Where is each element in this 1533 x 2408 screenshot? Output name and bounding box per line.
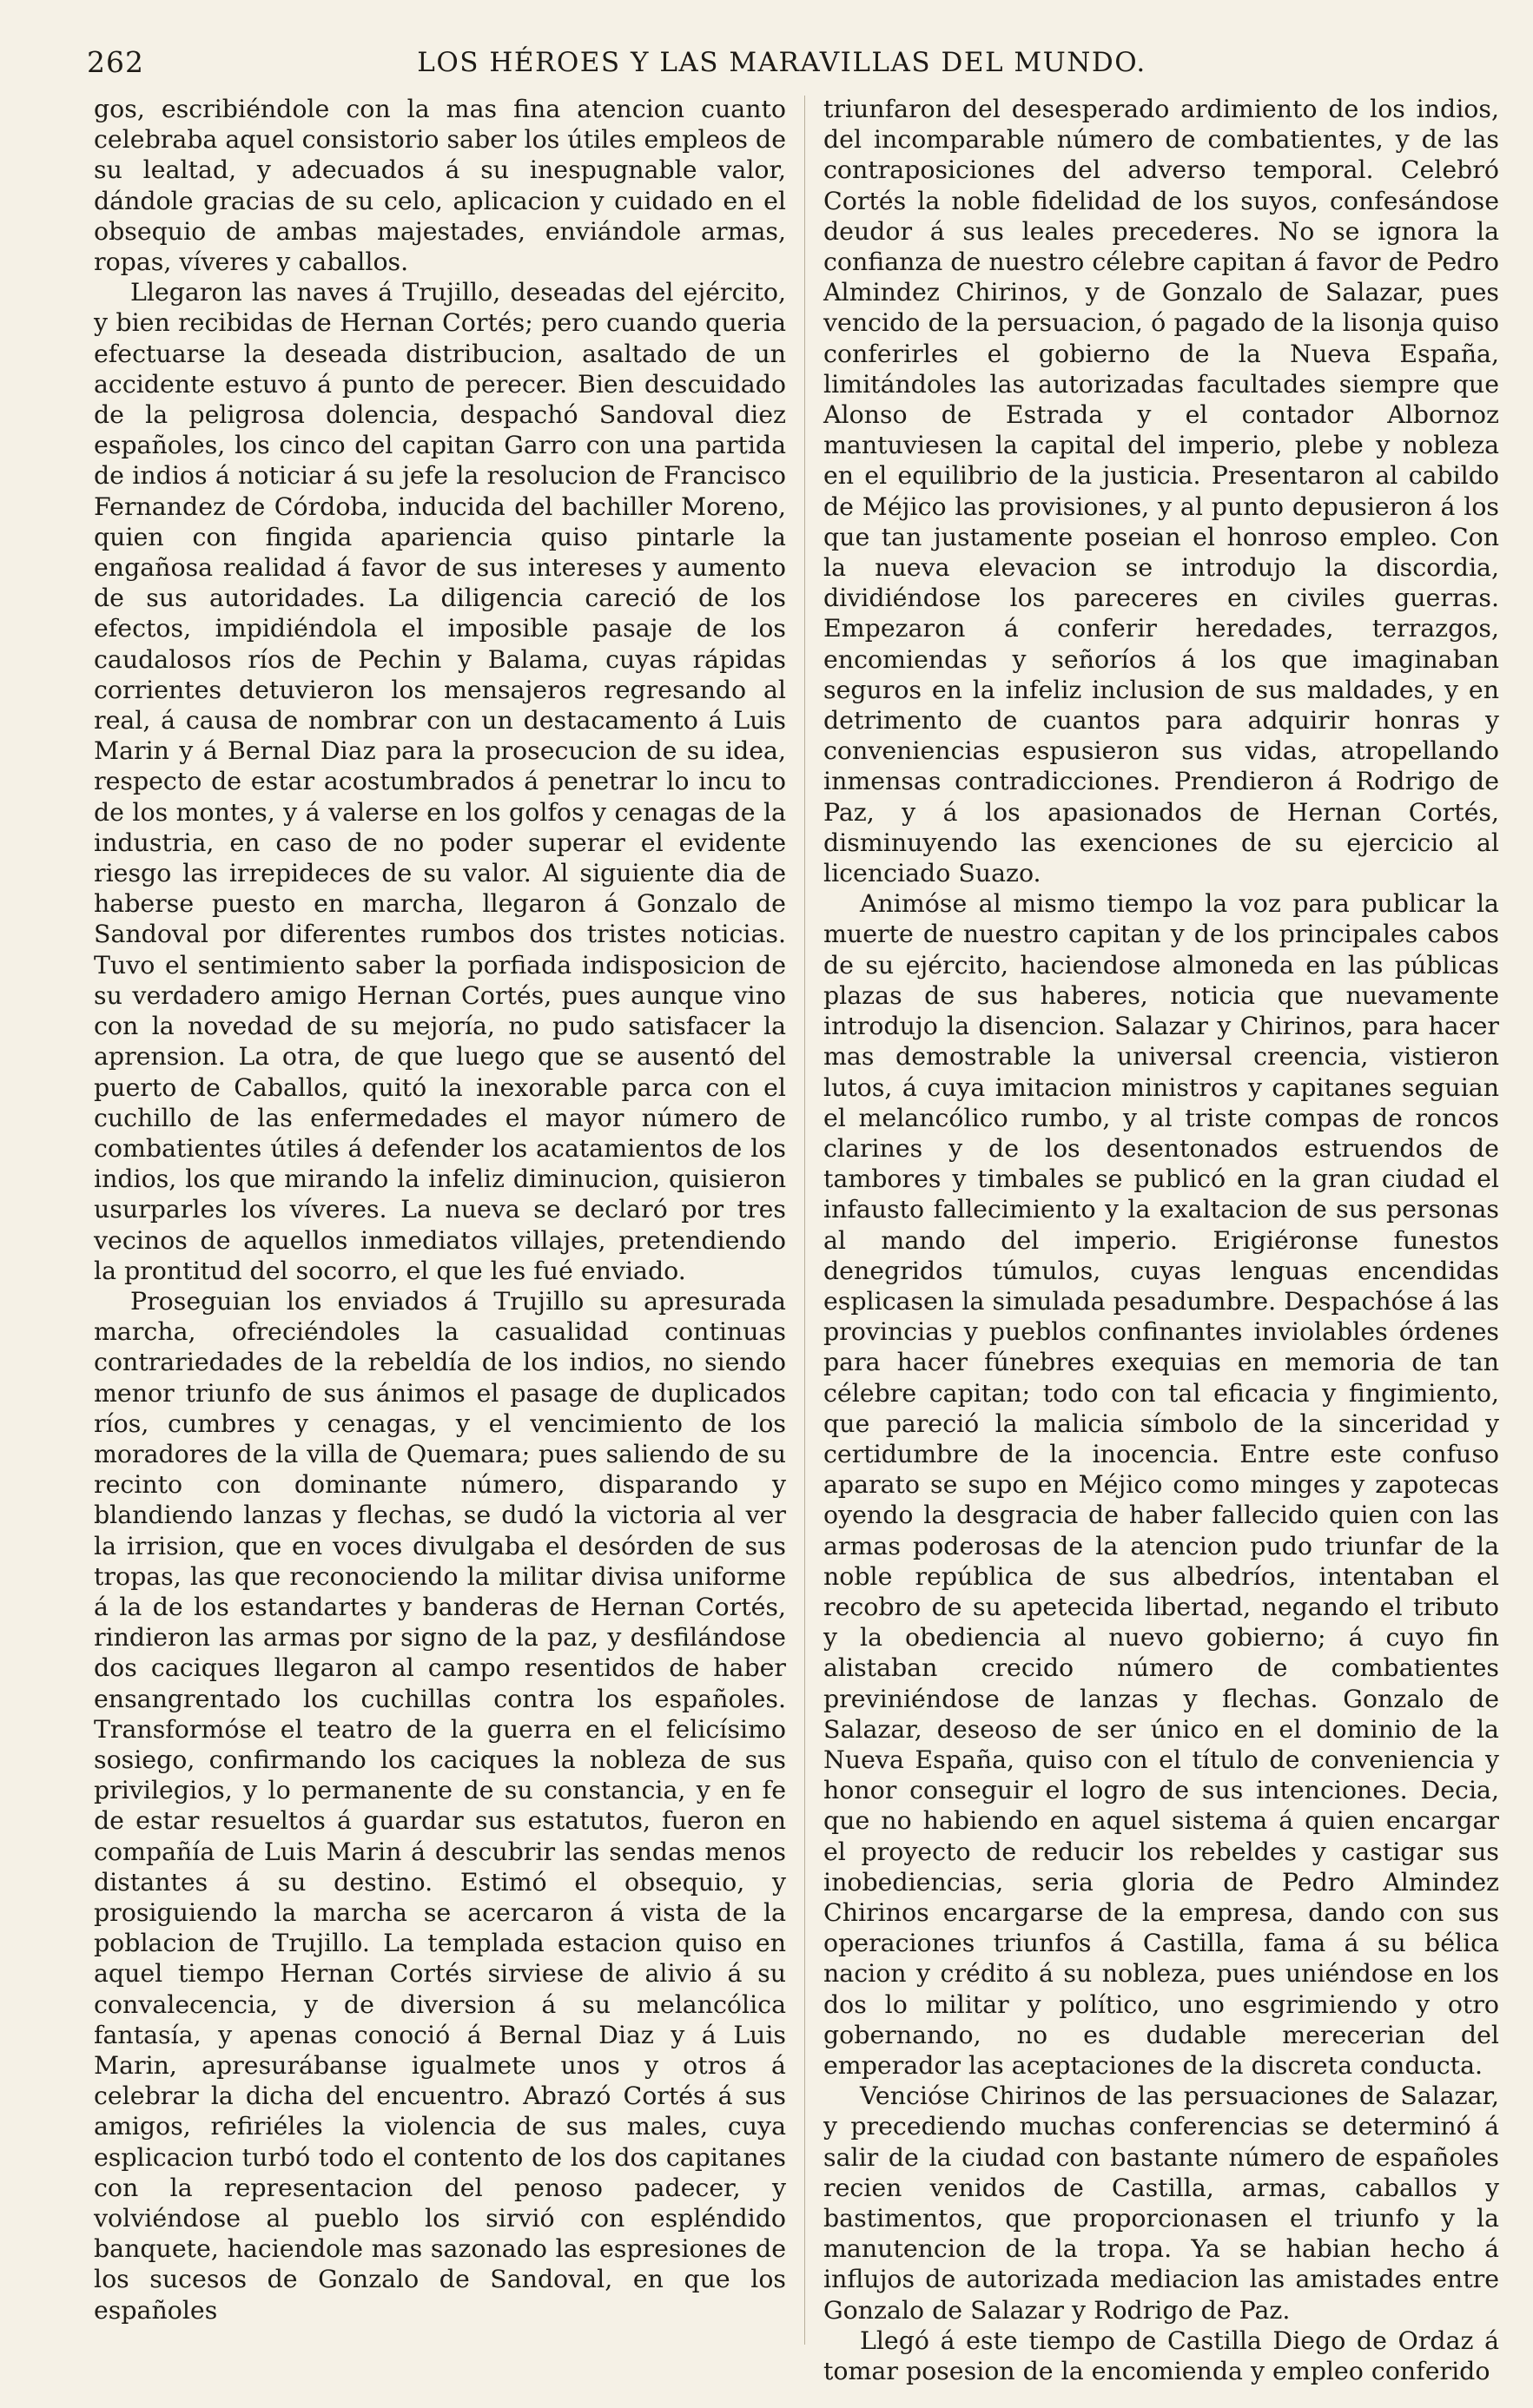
- paragraph: Vencióse Chirinos de las persuaciones de Salazar, y precediendo muchas conferencias se determinó á salir de la ciudad con bastante número de españoles recien venidos de Castilla, armas, caballos y bastimentos, que proporcionasen el triunfo y la manutencion de la tropa. Ya se habian hecho á influjos de autorizada mediacion las amistades entre Gonzalo de Salazar y Rodrigo de Paz.: [823, 2081, 1499, 2325]
- page-number: 262: [87, 45, 144, 79]
- paragraph: Llegó á este tiempo de Castilla Diego de Ordaz á tomar posesion de la encomienda y empleo conferido: [823, 2326, 1499, 2386]
- column-divider: [804, 96, 805, 2345]
- running-title: LOS HÉROES Y LAS MARAVILLAS DEL MUNDO.: [417, 47, 1146, 78]
- paragraph: triunfaron del desesperado ardimiento de los indios, del incomparable número de combatientes, y de las contraposiciones del adverso temporal. Celebró Cortés la noble fidelidad de los suyos, confesándose deudor á sus leales precederes. No se ignora la confianza de nuestro célebre capitan á favor de Pedro Almindez Chirinos, y de Gonzalo de Salazar, pues vencido de la persuacion, ó pagado de la lisonja quiso conferirles el gobierno de la Nueva España, limitándoles las autorizadas facultades siempre que Alonso de Estrada y el contador Albornoz mantuviesen la capital del imperio, plebe y nobleza en el equilibrio de la justicia. Presentaron al cabildo de Méjico las provisiones, y al punto depusieron á los que tan justamente poseian el honroso empleo. Con la nueva elevacion se introdujo la discordia, dividiéndose los pareceres en civiles guerras. Empezaron á conferir heredades, terrazgos, encomiendas y señoríos á los que imaginaban seguros en la infeliz inclusion de sus maldades, y en detrimento de cuantos para adquirir honras y conveniencias espusieron sus vidas, atropellando inmensas contradicciones. Prendieron á Rodrigo de Paz, y á los apasionados de Hernan Cortés, disminuyendo las exenciones de su ejercicio al licenciado Suazo.: [823, 95, 1499, 888]
- page-header: [87, 43, 1477, 87]
- paragraph: Animóse al mismo tiempo la voz para publicar la muerte de nuestro capitan y de los principales cabos de su ejército, haciendose almoneda en las públicas plazas de sus haberes, noticia que nuevamente introdujo la disencion. Salazar y Chirinos, para hacer mas demostrable la universal creencia, vistieron lutos, á cuya imitacion ministros y capitanes seguian el melancólico rumbo, y al triste compas de roncos clarines y de los desentonados estruendos de tambores y timbales se publicó en la gran ciudad el infausto fallecimiento y la exaltacion de sus personas al mando del imperio. Erigiéronse funestos denegridos túmulos, cuyas lenguas encendidas esplicasen la simulada pesadumbre. Despachóse á las provincias y pueblos confinantes inviolables órdenes para hacer fúnebres exequias en memoria de tan célebre capitan; todo con tal eficacia y fingimiento, que pareció la malicia símbolo de la sinceridad y certidumbre de la inocencia. Entre este confuso aparato se supo en Méjico como minges y zapotecas oyendo la desgracia de haber fallecido quien con las armas poderosas de la atencion pudo triunfar de la noble república de sus albedríos, intentaban el recobro de su apetecida libertad, negando el tributo y la obediencia al nuevo gobierno; á cuyo fin alistaban crecido número de combatientes previniéndose de lanzas y flechas. Gonzalo de Salazar, deseoso de ser único en el dominio de la Nueva España, quiso con el título de conveniencia y honor conseguir el logro de sus intenciones. Decia, que no habiendo en aquel sistema á quien encargar el proyecto de reducir los rebeldes y castigar sus inobediencias, seria gloria de Pedro Almindez Chirinos encargarse de la empresa, dando con sus operaciones triunfos á Castilla, fama á su bélica nacion y crédito á su nobleza, pues uniéndose en los dos lo militar y político, uno esgrimiendo y otro gobernando, no es dudable merecerian del emperador las aceptaciones de la discreta conducta.: [823, 889, 1499, 2080]
- paragraph: gos, escribiéndole con la mas fina atencion cuanto celebraba aquel consistorio saber los útiles empleos de su lealtad, y adecuados á su inespugnable valor, dándole gracias de su celo, aplicacion y cuidado en el obsequio de ambas majestades, enviándole armas, ropas, víveres y caballos.: [94, 95, 786, 277]
- paragraph: Proseguian los enviados á Trujillo su apresurada marcha, ofreciéndoles la casualidad continuas contrariedades de la rebeldía de los indios, no siendo menor triunfo de sus ánimos el pasage de duplicados ríos, cumbres y cenagas, y el vencimiento de los moradores de la villa de Quemara; pues saliendo de su recinto con dominante número, disparando y blandiendo lanzas y flechas, se dudó la victoria al ver la irrision, que en voces divulgaba el desórden de sus tropas, las que reconociendo la militar divisa uniforme á la de los estandartes y banderas de Hernan Cortés, rindieron las armas por signo de la paz, y desfilándose dos caciques llegaron al campo resentidos de haber ensangrentado los cuchillas contra los españoles. Transformóse el teatro de la guerra en el felicísimo sosiego, confirmando los caciques la nobleza de sus privilegios, y lo permanente de su constancia, y en fe de estar resueltos á guardar sus estatutos, fueron en compañía de Luis Marin á descubrir las sendas menos distantes á su destino. Estimó el obsequio, y prosiguiendo la marcha se acercaron á vista de la poblacion de Trujillo. La templada estacion quiso en aquel tiempo Hernan Cortés sirviese de alivio á su convalecencia, y de diversion á su melancólica fantasía, y apenas conoció á Bernal Diaz y á Luis Marin, apresurábanse igualmete unos y otros á celebrar la dicha del encuentro. Abrazó Cortés á sus amigos, refiriéles la violencia de sus males, cuya esplicacion turbó todo el contento de los dos capitanes con la representacion del penoso padecer, y volviéndose al pueblo los sirvió con espléndido banquete, haciendole mas sazonado las espresiones de los sucesos de Gonzalo de Sandoval, en que los españoles: [94, 1286, 786, 2325]
- paragraph: Llegaron las naves á Trujillo, deseadas del ejército, y bien recibidas de Hernan Cortés; pero cuando queria efectuarse la deseada distribucion, asaltado de un accidente estuvo á punto de perecer. Bien descuidado de la peligrosa dolencia, despachó Sandoval diez españoles, los cinco del capitan Garro con una partida de indios á noticiar á su jefe la resolucion de Francisco Fernandez de Córdoba, inducida del bachiller Moreno, quien con fingida apariencia quiso pintarle la engañosa realidad á favor de sus intereses y aumento de sus autoridades. La diligencia careció de los efectos, impidiéndola el imposible pasaje de los caudalosos ríos de Pechin y Balama, cuyas rápidas corrientes detuvieron los mensajeros regresando al real, á causa de nombrar con un destacamento á Luis Marin y á Bernal Diaz para la prosecucion de su idea, respecto de estar acostumbrados á penetrar lo incu to de los montes, y á valerse en los golfos y cenagas de la industria, en caso de no poder superar el evidente riesgo las irrepideces de su valor. Al siguiente dia de haberse puesto en marcha, llegaron á Gonzalo de Sandoval por diferentes rumbos dos tristes noticias. Tuvo el sentimiento saber la porfiada indisposicion de su verdadero amigo Hernan Cortés, pues aunque vino con la novedad de su mejoría, no pudo satisfacer la aprension. La otra, de que luego que se ausentó del puerto de Caballos, quitó la inexorable parca con el cuchillo de las enfermedades el mayor número de combatientes útiles á defender los acatamientos de los indios, los que mirando la infeliz diminucion, quisieron usurparles los víveres. La nueva se declaró por tres vecinos de aquellos inmediatos villajes, pretendiendo la prontitud del socorro, el que les fué enviado.: [94, 278, 786, 1285]
- right-column: [823, 94, 1499, 2386]
- left-column: [94, 94, 786, 2369]
